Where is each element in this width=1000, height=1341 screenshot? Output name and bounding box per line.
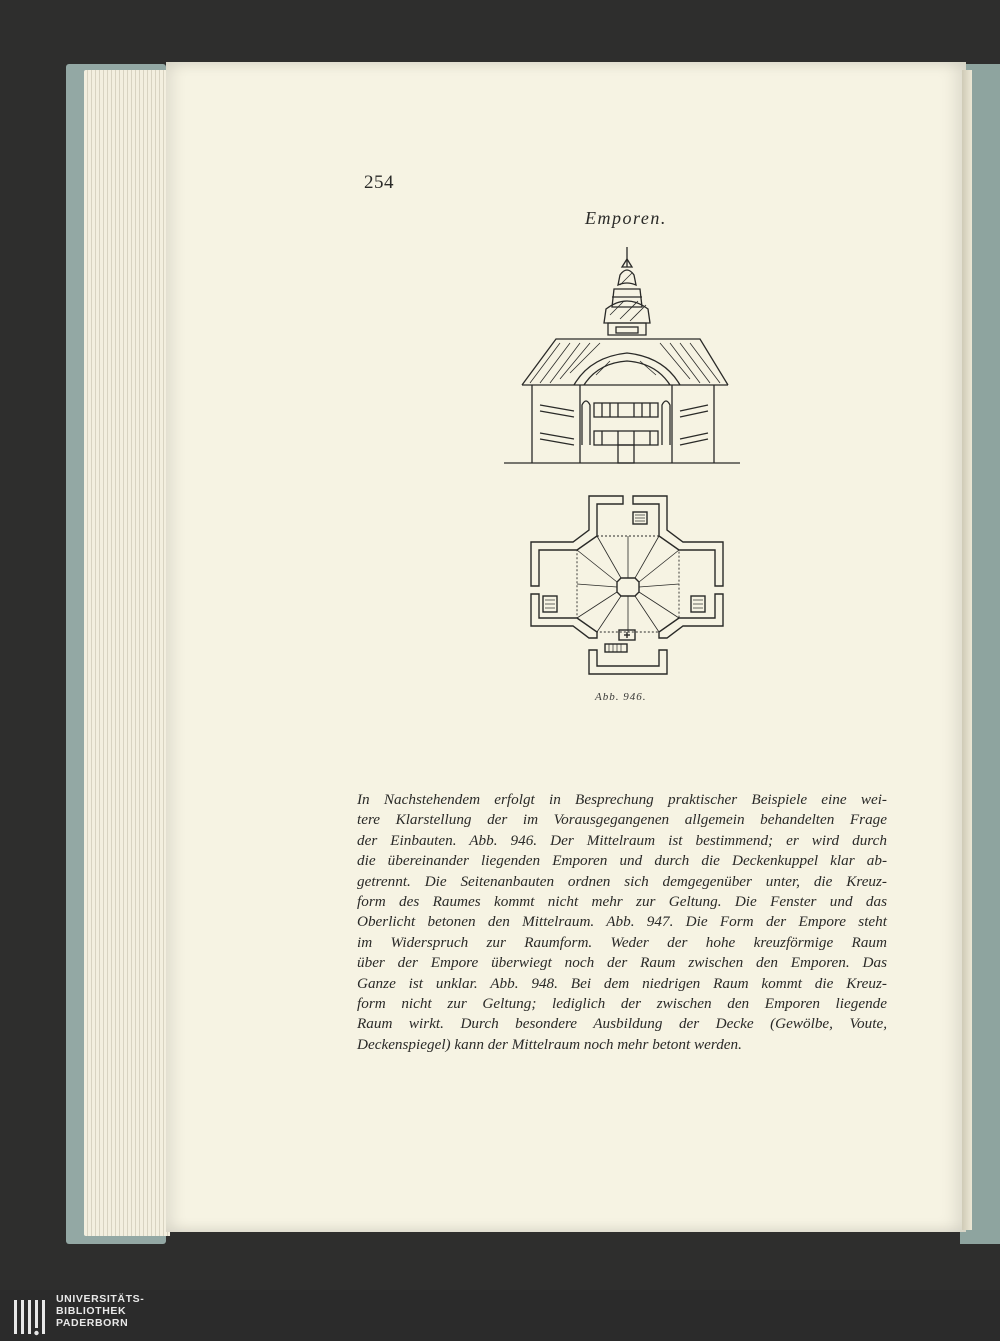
page-heading: Emporen. (585, 208, 667, 228)
body-line: Raum wirkt. Durch besondere Ausbildung der Decke (Gewölbe, Voute, (357, 1015, 887, 1033)
page-stack (84, 70, 170, 1236)
footer-line: UNIVERSITÄTS- (56, 1293, 145, 1305)
body-line: über der Empore überwiegt noch der Raum zwischen den Emporen. Das (357, 954, 887, 972)
body-line: Oberlicht betonen den Mittelraum. Abb. 947. Die Form der Empore steht (357, 913, 887, 931)
body-line: Ganze ist unklar. Abb. 948. Bei dem niedrigen Raum kommt die Kreuz- (357, 974, 887, 992)
body-line: form des Raumes kommt nicht mehr zur Geltung. Die Fenster und das (357, 893, 887, 911)
university-library-logo-icon (12, 1296, 52, 1338)
body-line: form nicht zur Geltung; lediglich der zwischen den Emporen liegende (357, 995, 887, 1013)
figure-caption: Abb. 946. (595, 691, 647, 703)
body-line: In Nachstehendem erfolgt in Besprechung praktischer Beispiele eine wei- (357, 791, 887, 808)
page-number: 254 (364, 172, 394, 193)
footer-bar (0, 1290, 1000, 1341)
footer-line: BIBLIOTHEK (56, 1305, 127, 1317)
body-line: getrennt. Die Seitenanbauten ordnen sich demgegenüber unter, die Kreuz- (357, 872, 887, 890)
body-line: die übereinander liegenden Emporen und durch die Deckenkuppel klar ab- (357, 852, 887, 870)
church-plan-drawing (525, 490, 730, 685)
footer-library-name (56, 1293, 144, 1329)
body-paragraph (357, 790, 887, 1055)
body-line: im Widerspruch zur Raumform. Weder der hohe kreuzförmige Raum (357, 933, 887, 951)
body-line: Deckenspiegel) kann der Mittelraum noch mehr betont werden. (357, 1035, 742, 1053)
body-line: der Einbauten. Abb. 946. Der Mittelraum ist bestimmend; er wird durch (357, 831, 887, 849)
church-section-drawing (500, 245, 745, 470)
body-line: tere Klarstellung der im Vorausgegangenen allgemein behandelten Frage (357, 811, 887, 829)
page-edge (962, 70, 972, 1230)
footer-line: PADERBORN (56, 1317, 129, 1329)
